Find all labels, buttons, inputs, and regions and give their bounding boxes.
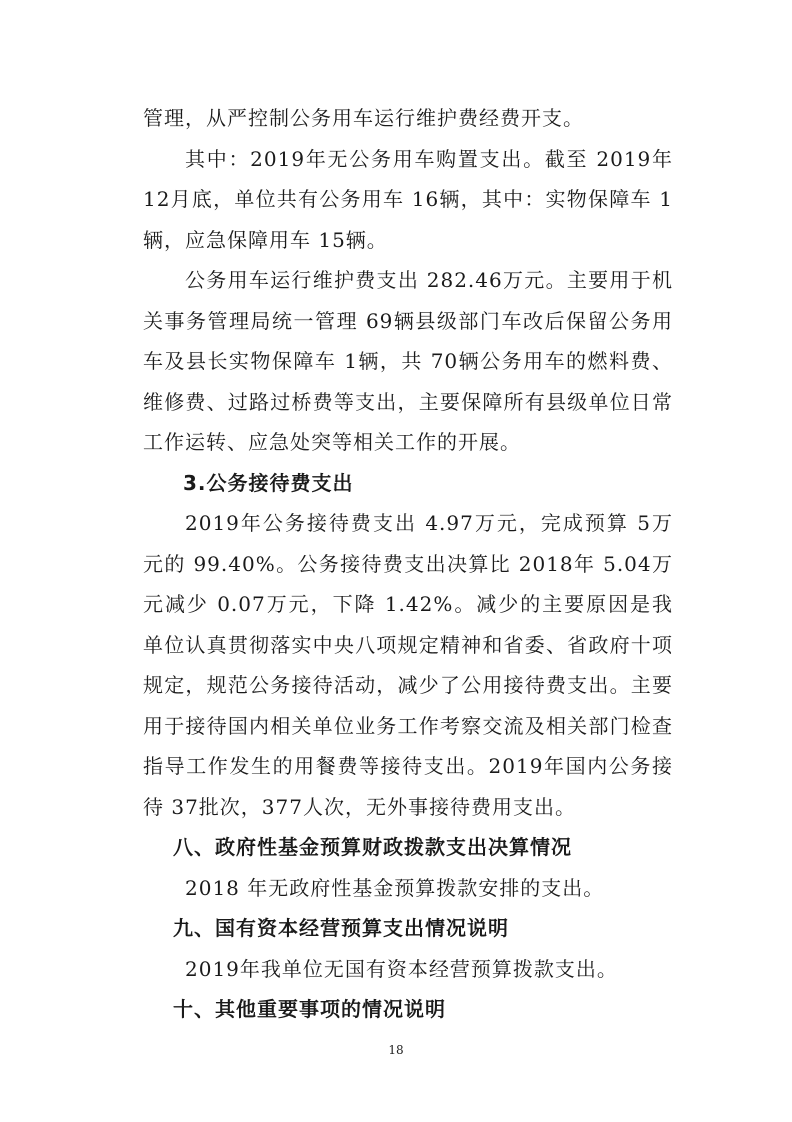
paragraph-government-fund: 2018 年无政府性基金预算拨款安排的支出。 [185,875,605,900]
heading-reception-expenses: 3.公务接待费支出 [183,470,354,495]
heading-government-fund: 八、政府性基金预算财政拨款支出决算情况 [173,835,572,859]
document-body [143,98,673,1030]
paragraph-reception-expenses: 2019年公务接待费支出 4.97万元，完成预算 5万元的 99.40%。公务接待费支出决算比 2018年 5.04万元减少 0.07万元，下降 1.42%。减少的主要原因是我单位认真贯彻落实中央八项规定精神和省委、省政府十项规定，规范公务接待活动，减少了公用接待费支出。主要用于接待国内相关单位业务工作考察交流及相关部门检查指导工作发生的用餐费等接待支出。2019年国内公务接待 37批次，377人次，无外事接待费用支出。 [143,511,673,819]
paragraph-state-capital: 2019年我单位无国有资本经营预算拨款支出。 [185,956,618,981]
paragraph-vehicle-maintenance: 公务用车运行维护费支出 282.46万元。主要用于机关事务管理局统一管理 69辆县级部门车改后保留公务用车及县长实物保障车 1辆，共 70辆公务用车的燃料费、维修费、过路过桥费等支出，主要保障所有县级单位日常工作运转、应急处突等相关工作的开展。 [143,268,673,454]
page-number: 18 [388,1043,404,1057]
paragraph-vehicle-management: 管理，从严控制公务用车运行维护费经费开支。 [143,106,584,130]
heading-state-capital: 九、国有资本经营预算支出情况说明 [173,916,509,940]
heading-other-matters: 十、其他重要事项的情况说明 [173,997,446,1021]
paragraph-vehicle-purchase: 其中：2019年无公务用车购置支出。截至 2019年 12月底，单位共有公务用车 16辆，其中：实物保障车 1辆，应急保障用车 15辆。 [143,146,673,252]
